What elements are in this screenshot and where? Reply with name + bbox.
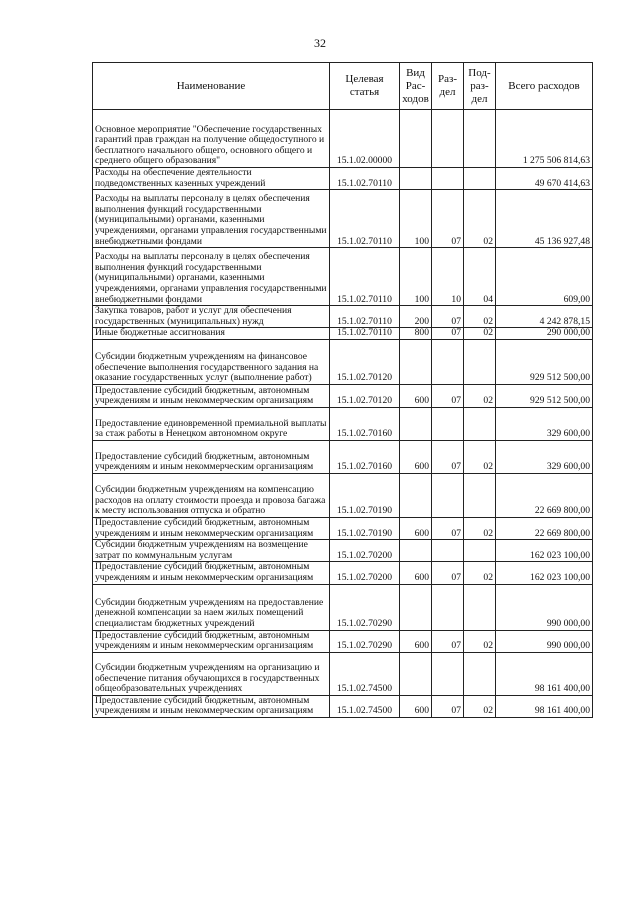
cell-podrazdel: [464, 168, 496, 190]
cell-razdel: 10: [432, 248, 464, 306]
cell-code: 15.1.02.70160: [330, 440, 400, 473]
cell-vid: 100: [400, 248, 432, 306]
cell-name: Основное мероприятие "Обеспечение государственных гарантий прав граждан на получение общедоступного и бесплатного начального общего, основного общего и среднего общего образования": [93, 110, 330, 168]
cell-razdel: [432, 584, 464, 630]
cell-vid: 600: [400, 562, 432, 584]
cell-razdel: 07: [432, 384, 464, 407]
cell-podrazdel: [464, 110, 496, 168]
cell-code: 15.1.02.00000: [330, 110, 400, 168]
cell-total: 98 161 400,00: [496, 652, 593, 695]
table-row: [93, 440, 593, 473]
cell-podrazdel: [464, 339, 496, 384]
cell-name: Иные бюджетные ассигнования: [93, 328, 330, 340]
cell-total: 45 136 927,48: [496, 190, 593, 248]
table-row: [93, 110, 593, 168]
table-row: [93, 540, 593, 562]
cell-code: 15.1.02.70110: [330, 328, 400, 340]
table-row: [93, 517, 593, 539]
cell-vid: [400, 473, 432, 517]
cell-vid: [400, 339, 432, 384]
cell-code: 15.1.02.70190: [330, 473, 400, 517]
cell-code: 15.1.02.70290: [330, 630, 400, 652]
table-row: [93, 339, 593, 384]
table-row: [93, 168, 593, 190]
cell-total: 329 600,00: [496, 440, 593, 473]
cell-total: 1 275 506 814,63: [496, 110, 593, 168]
table-row: [93, 407, 593, 440]
cell-razdel: [432, 110, 464, 168]
header-total: Всего расходов: [496, 63, 593, 110]
cell-razdel: [432, 339, 464, 384]
cell-razdel: 07: [432, 695, 464, 717]
cell-razdel: 07: [432, 562, 464, 584]
cell-podrazdel: 02: [464, 328, 496, 340]
cell-razdel: 07: [432, 517, 464, 539]
cell-code: 15.1.02.74500: [330, 652, 400, 695]
cell-total: 929 512 500,00: [496, 339, 593, 384]
cell-vid: 600: [400, 440, 432, 473]
cell-name: Предоставление субсидий бюджетным, автономным учреждениям и иным некоммерческим организациям: [93, 562, 330, 584]
cell-name: Субсидии бюджетным учреждениям на предоставление денежной компенсации за наем жилых помещений специалистам бюджетных учреждений: [93, 584, 330, 630]
table-row: [93, 695, 593, 717]
cell-razdel: [432, 473, 464, 517]
cell-vid: 800: [400, 328, 432, 340]
header-name: Наименование: [93, 63, 330, 110]
cell-podrazdel: 02: [464, 562, 496, 584]
cell-name: Расходы на обеспечение деятельности подведомственных казенных учреждений: [93, 168, 330, 190]
cell-code: 15.1.02.70110: [330, 248, 400, 306]
table-row: [93, 562, 593, 584]
cell-total: 290 000,00: [496, 328, 593, 340]
cell-name: Расходы на выплаты персоналу в целях обеспечения выполнения функций государственными (муниципальными) органами, казенными учреждениями, органами управления государственными внебюджетными фондами: [93, 248, 330, 306]
cell-vid: 600: [400, 517, 432, 539]
table-row: [93, 190, 593, 248]
cell-podrazdel: 02: [464, 695, 496, 717]
cell-vid: 200: [400, 306, 432, 328]
cell-name: Субсидии бюджетным учреждениям на компенсацию расходов на оплату стоимости проезда и провоза багажа к месту использования отпуска и обратно: [93, 473, 330, 517]
table-row: [93, 652, 593, 695]
cell-code: 15.1.02.70120: [330, 339, 400, 384]
cell-total: 329 600,00: [496, 407, 593, 440]
table-header-row: [93, 63, 593, 110]
cell-razdel: 07: [432, 630, 464, 652]
table-body: [93, 110, 593, 718]
cell-code: 15.1.02.70190: [330, 517, 400, 539]
cell-total: 990 000,00: [496, 630, 593, 652]
cell-total: 4 242 878,15: [496, 306, 593, 328]
table-row: [93, 248, 593, 306]
page-number: 32: [314, 36, 326, 50]
cell-podrazdel: 02: [464, 306, 496, 328]
cell-vid: [400, 540, 432, 562]
cell-vid: 600: [400, 384, 432, 407]
cell-code: 15.1.02.70110: [330, 190, 400, 248]
cell-name: Предоставление субсидий бюджетным, автономным учреждениям и иным некоммерческим организациям: [93, 695, 330, 717]
cell-name: Предоставление субсидий бюджетным, автономным учреждениям и иным некоммерческим организациям: [93, 517, 330, 539]
cell-total: 990 000,00: [496, 584, 593, 630]
cell-razdel: 07: [432, 190, 464, 248]
cell-podrazdel: 02: [464, 440, 496, 473]
cell-podrazdel: 04: [464, 248, 496, 306]
cell-vid: 100: [400, 190, 432, 248]
cell-code: 15.1.02.70110: [330, 306, 400, 328]
cell-code: 15.1.02.70160: [330, 407, 400, 440]
cell-code: 15.1.02.70200: [330, 540, 400, 562]
header-vid: Вид Рас- ходов: [400, 63, 432, 110]
cell-podrazdel: [464, 584, 496, 630]
header-razdel: Раз- дел: [432, 63, 464, 110]
cell-vid: 600: [400, 695, 432, 717]
cell-name: Предоставление субсидий бюджетным, автономным учреждениям и иным некоммерческим организациям: [93, 630, 330, 652]
cell-name: Субсидии бюджетным учреждениям на организацию и обеспечение питания обучающихся в государственных общеобразовательных учреждениях: [93, 652, 330, 695]
cell-total: 22 669 800,00: [496, 517, 593, 539]
cell-vid: [400, 110, 432, 168]
cell-podrazdel: [464, 540, 496, 562]
table-row: [93, 630, 593, 652]
cell-podrazdel: 02: [464, 517, 496, 539]
cell-code: 15.1.02.70110: [330, 168, 400, 190]
cell-razdel: [432, 652, 464, 695]
cell-name: Расходы на выплаты персоналу в целях обеспечения выполнения функций государственными (муниципальными) органами, казенными учреждениями, органами управления государственными внебюджетными фондами: [93, 190, 330, 248]
header-code: Целевая статья: [330, 63, 400, 110]
table-row: [93, 328, 593, 340]
table-row: [93, 584, 593, 630]
cell-razdel: 07: [432, 328, 464, 340]
cell-name: Закупка товаров, работ и услуг для обеспечения государственных (муниципальных) нужд: [93, 306, 330, 328]
cell-vid: [400, 407, 432, 440]
cell-podrazdel: [464, 652, 496, 695]
cell-total: 609,00: [496, 248, 593, 306]
cell-code: 15.1.02.70120: [330, 384, 400, 407]
table-row: [93, 306, 593, 328]
table-row: [93, 473, 593, 517]
cell-razdel: 07: [432, 306, 464, 328]
cell-total: 22 669 800,00: [496, 473, 593, 517]
cell-total: 98 161 400,00: [496, 695, 593, 717]
cell-name: Предоставление единовременной премиальной выплаты за стаж работы в Ненецком автономном округе: [93, 407, 330, 440]
cell-podrazdel: [464, 407, 496, 440]
cell-total: 929 512 500,00: [496, 384, 593, 407]
cell-name: Предоставление субсидий бюджетным, автономным учреждениям и иным некоммерческим организациям: [93, 384, 330, 407]
cell-razdel: 07: [432, 440, 464, 473]
cell-total: 49 670 414,63: [496, 168, 593, 190]
cell-razdel: [432, 168, 464, 190]
cell-code: 15.1.02.70290: [330, 584, 400, 630]
cell-vid: [400, 168, 432, 190]
cell-podrazdel: 02: [464, 190, 496, 248]
cell-razdel: [432, 407, 464, 440]
cell-name: Предоставление субсидий бюджетным, автономным учреждениям и иным некоммерческим организациям: [93, 440, 330, 473]
budget-table: [92, 62, 593, 718]
cell-code: 15.1.02.74500: [330, 695, 400, 717]
cell-total: 162 023 100,00: [496, 562, 593, 584]
cell-podrazdel: 02: [464, 630, 496, 652]
header-podrazdel: Под- раз- дел: [464, 63, 496, 110]
cell-total: 162 023 100,00: [496, 540, 593, 562]
cell-vid: 600: [400, 630, 432, 652]
cell-razdel: [432, 540, 464, 562]
cell-vid: [400, 652, 432, 695]
cell-podrazdel: 02: [464, 384, 496, 407]
cell-podrazdel: [464, 473, 496, 517]
cell-name: Субсидии бюджетным учреждениям на финансовое обеспечение выполнения государственного задания на оказание государственных услуг (выполнение работ): [93, 339, 330, 384]
cell-code: 15.1.02.70200: [330, 562, 400, 584]
cell-vid: [400, 584, 432, 630]
cell-name: Субсидии бюджетным учреждениям на возмещение затрат по коммунальным услугам: [93, 540, 330, 562]
table-row: [93, 384, 593, 407]
